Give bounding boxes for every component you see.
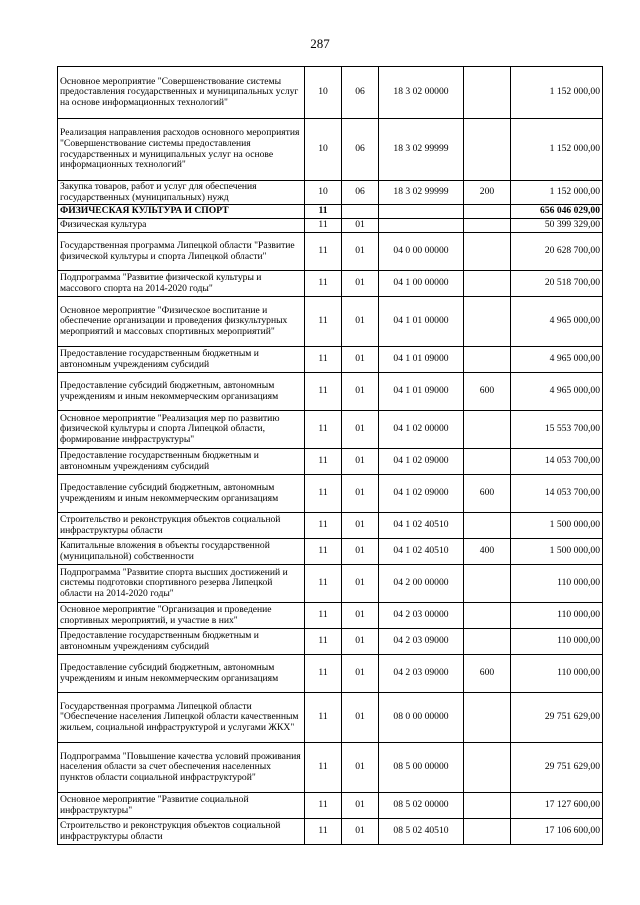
row-code-cell: 04 2 03 00000 xyxy=(379,603,464,629)
row-code-cell: 04 1 02 09000 xyxy=(379,449,464,475)
row-name-cell: Реализация направления расходов основного мероприятия "Совершенствование системы предоставления государственных и муниципальных услуг на основе информационных технологий" xyxy=(58,119,305,181)
row-amount-cell: 14 053 700,00 xyxy=(511,475,603,513)
row-name-cell: Предоставление государственным бюджетным и автономным учреждениям субсидий xyxy=(58,629,305,655)
row-name-cell: Основное мероприятие "Развитие социальной инфраструктуры" xyxy=(58,793,305,819)
row-name-cell: Основное мероприятие "Реализация мер по развитию физической культуры и спорта Липецкой области, формирование инфраструктуры" xyxy=(58,411,305,449)
row-code-cell: 04 1 01 09000 xyxy=(379,347,464,373)
row-amount-cell: 29 751 629,00 xyxy=(511,743,603,793)
table-row xyxy=(58,565,603,603)
row-amount-cell: 4 965 000,00 xyxy=(511,373,603,411)
row-code-cell xyxy=(379,219,464,233)
row-amount-cell: 50 399 329,00 xyxy=(511,219,603,233)
row-amount-cell: 15 553 700,00 xyxy=(511,411,603,449)
row-section-cell: 11 xyxy=(305,449,342,475)
row-section-cell: 11 xyxy=(305,603,342,629)
row-subsection-cell: 01 xyxy=(342,655,379,693)
table-row xyxy=(58,347,603,373)
row-amount-cell: 1 152 000,00 xyxy=(511,181,603,205)
row-code-cell: 04 1 00 00000 xyxy=(379,271,464,297)
row-subsection-cell: 06 xyxy=(342,67,379,119)
table-row xyxy=(58,449,603,475)
row-name-cell: Закупка товаров, работ и услуг для обеспечения государственных (муниципальных) нужд xyxy=(58,181,305,205)
row-name-cell: Строительство и реконструкция объектов социальной инфраструктуры области xyxy=(58,513,305,539)
row-subsection-cell: 01 xyxy=(342,539,379,565)
row-subsection-cell: 01 xyxy=(342,297,379,347)
row-code-cell xyxy=(379,205,464,219)
row-section-cell: 11 xyxy=(305,347,342,373)
row-subsection-cell: 01 xyxy=(342,373,379,411)
table-row xyxy=(58,539,603,565)
row-name-cell: Подпрограмма "Развитие физической культуры и массового спорта на 2014-2020 годы" xyxy=(58,271,305,297)
row-expense-type-cell: 600 xyxy=(464,475,511,513)
row-expense-type-cell xyxy=(464,449,511,475)
row-section-cell: 11 xyxy=(305,219,342,233)
row-expense-type-cell xyxy=(464,119,511,181)
row-subsection-cell: 01 xyxy=(342,271,379,297)
table-row xyxy=(58,513,603,539)
page-number: 287 xyxy=(310,36,330,51)
row-subsection-cell: 01 xyxy=(342,219,379,233)
row-amount-cell: 1 500 000,00 xyxy=(511,539,603,565)
table-row xyxy=(58,793,603,819)
row-amount-cell: 110 000,00 xyxy=(511,629,603,655)
row-name-cell: Подпрограмма "Повышение качества условий проживания населения области за счет обеспечения населенных пунктов области социальной инфраструктурой" xyxy=(58,743,305,793)
row-expense-type-cell: 600 xyxy=(464,655,511,693)
row-expense-type-cell xyxy=(464,819,511,845)
row-section-cell: 11 xyxy=(305,693,342,743)
row-expense-type-cell xyxy=(464,743,511,793)
row-code-cell: 04 2 03 09000 xyxy=(379,629,464,655)
row-code-cell: 08 5 00 00000 xyxy=(379,743,464,793)
row-code-cell: 04 2 03 09000 xyxy=(379,655,464,693)
row-code-cell: 04 1 02 40510 xyxy=(379,513,464,539)
row-section-cell: 11 xyxy=(305,373,342,411)
row-subsection-cell xyxy=(342,205,379,219)
row-name-cell: Предоставление субсидий бюджетным, автономным учреждениям и иным некоммерческим организациям xyxy=(58,373,305,411)
row-expense-type-cell xyxy=(464,233,511,271)
row-subsection-cell: 01 xyxy=(342,513,379,539)
table-row xyxy=(58,297,603,347)
row-code-cell: 04 2 00 00000 xyxy=(379,565,464,603)
row-section-cell: 11 xyxy=(305,271,342,297)
row-section-cell: 11 xyxy=(305,411,342,449)
row-amount-cell: 1 152 000,00 xyxy=(511,119,603,181)
row-amount-cell: 20 518 700,00 xyxy=(511,271,603,297)
row-name-cell: Подпрограмма "Развитие спорта высших достижений и системы подготовки спортивного резерва Липецкой области на 2014-2020 годы" xyxy=(58,565,305,603)
row-section-cell: 11 xyxy=(305,233,342,271)
row-amount-cell: 1 152 000,00 xyxy=(511,67,603,119)
row-section-cell: 11 xyxy=(305,297,342,347)
row-expense-type-cell xyxy=(464,205,511,219)
row-expense-type-cell xyxy=(464,629,511,655)
row-code-cell: 08 5 02 00000 xyxy=(379,793,464,819)
budget-table-body xyxy=(58,67,603,845)
row-code-cell: 18 3 02 99999 xyxy=(379,119,464,181)
row-code-cell: 04 0 00 00000 xyxy=(379,233,464,271)
row-expense-type-cell xyxy=(464,347,511,373)
table-row xyxy=(58,271,603,297)
row-subsection-cell: 01 xyxy=(342,629,379,655)
row-amount-cell: 110 000,00 xyxy=(511,655,603,693)
row-code-cell: 18 3 02 99999 xyxy=(379,181,464,205)
row-amount-cell: 4 965 000,00 xyxy=(511,347,603,373)
row-subsection-cell: 01 xyxy=(342,693,379,743)
row-amount-cell: 1 500 000,00 xyxy=(511,513,603,539)
row-expense-type-cell: 600 xyxy=(464,373,511,411)
table-row xyxy=(58,629,603,655)
row-section-cell: 10 xyxy=(305,181,342,205)
row-expense-type-cell xyxy=(464,513,511,539)
row-name-cell: Государственная программа Липецкой области "Развитие физической культуры и спорта Липецкой области" xyxy=(58,233,305,271)
row-subsection-cell: 01 xyxy=(342,603,379,629)
row-amount-cell: 110 000,00 xyxy=(511,603,603,629)
row-expense-type-cell xyxy=(464,411,511,449)
row-amount-cell: 110 000,00 xyxy=(511,565,603,603)
row-section-cell: 10 xyxy=(305,119,342,181)
row-expense-type-cell xyxy=(464,297,511,347)
row-section-cell: 11 xyxy=(305,655,342,693)
table-row xyxy=(58,693,603,743)
row-section-cell: 11 xyxy=(305,565,342,603)
row-amount-cell: 29 751 629,00 xyxy=(511,693,603,743)
row-subsection-cell: 06 xyxy=(342,181,379,205)
row-expense-type-cell xyxy=(464,603,511,629)
row-subsection-cell: 01 xyxy=(342,743,379,793)
table-row xyxy=(58,219,603,233)
row-expense-type-cell: 200 xyxy=(464,181,511,205)
row-section-cell: 11 xyxy=(305,539,342,565)
row-amount-cell: 656 046 029,00 xyxy=(511,205,603,219)
budget-table xyxy=(57,66,603,845)
row-code-cell: 04 1 02 09000 xyxy=(379,475,464,513)
row-section-cell: 11 xyxy=(305,743,342,793)
row-name-cell: Физическая культура xyxy=(58,219,305,233)
row-expense-type-cell xyxy=(464,693,511,743)
row-code-cell: 18 3 02 00000 xyxy=(379,67,464,119)
table-row xyxy=(58,655,603,693)
row-code-cell: 04 1 02 40510 xyxy=(379,539,464,565)
row-subsection-cell: 01 xyxy=(342,449,379,475)
row-subsection-cell: 01 xyxy=(342,819,379,845)
row-name-cell: Предоставление государственным бюджетным и автономным учреждениям субсидий xyxy=(58,449,305,475)
row-section-cell: 11 xyxy=(305,513,342,539)
row-section-cell: 11 xyxy=(305,819,342,845)
row-expense-type-cell xyxy=(464,271,511,297)
row-section-cell: 10 xyxy=(305,67,342,119)
table-row xyxy=(58,743,603,793)
table-row xyxy=(58,233,603,271)
row-expense-type-cell: 400 xyxy=(464,539,511,565)
row-name-cell: Предоставление субсидий бюджетным, автономным учреждениям и иным некоммерческим организациям xyxy=(58,655,305,693)
table-row xyxy=(58,373,603,411)
row-expense-type-cell xyxy=(464,565,511,603)
row-code-cell: 08 5 02 40510 xyxy=(379,819,464,845)
row-expense-type-cell xyxy=(464,793,511,819)
row-section-cell: 11 xyxy=(305,629,342,655)
row-expense-type-cell xyxy=(464,67,511,119)
row-amount-cell: 4 965 000,00 xyxy=(511,297,603,347)
row-name-cell: Предоставление субсидий бюджетным, автономным учреждениям и иным некоммерческим организациям xyxy=(58,475,305,513)
row-subsection-cell: 01 xyxy=(342,411,379,449)
row-name-cell: Основное мероприятие "Совершенствование системы предоставления государственных и муниципальных услуг на основе информационных технологий" xyxy=(58,67,305,119)
row-section-cell: 11 xyxy=(305,205,342,219)
row-subsection-cell: 01 xyxy=(342,793,379,819)
table-row xyxy=(58,819,603,845)
table-row xyxy=(58,181,603,205)
row-name-cell: ФИЗИЧЕСКАЯ КУЛЬТУРА И СПОРТ xyxy=(58,205,305,219)
row-name-cell: Строительство и реконструкция объектов социальной инфраструктуры области xyxy=(58,819,305,845)
table-row xyxy=(58,119,603,181)
row-name-cell: Основное мероприятие "Физическое воспитание и обеспечение организации и проведения физкультурных мероприятий и массовых спортивных мероприятий" xyxy=(58,297,305,347)
row-amount-cell: 17 127 600,00 xyxy=(511,793,603,819)
row-code-cell: 04 1 02 00000 xyxy=(379,411,464,449)
table-row xyxy=(58,475,603,513)
row-name-cell: Капитальные вложения в объекты государственной (муниципальной) собственности xyxy=(58,539,305,565)
row-subsection-cell: 01 xyxy=(342,233,379,271)
row-name-cell: Основное мероприятие "Организация и проведение спортивных мероприятий, и участие в них" xyxy=(58,603,305,629)
table-row xyxy=(58,67,603,119)
row-name-cell: Государственная программа Липецкой области "Обеспечение населения Липецкой области качественным жильем, социальной инфраструктурой и услугами ЖКХ" xyxy=(58,693,305,743)
row-section-cell: 11 xyxy=(305,793,342,819)
row-subsection-cell: 01 xyxy=(342,347,379,373)
row-section-cell: 11 xyxy=(305,475,342,513)
table-row xyxy=(58,205,603,219)
row-expense-type-cell xyxy=(464,219,511,233)
row-subsection-cell: 01 xyxy=(342,565,379,603)
row-code-cell: 04 1 01 09000 xyxy=(379,373,464,411)
table-row xyxy=(58,603,603,629)
row-amount-cell: 14 053 700,00 xyxy=(511,449,603,475)
row-amount-cell: 17 106 600,00 xyxy=(511,819,603,845)
row-code-cell: 04 1 01 00000 xyxy=(379,297,464,347)
row-subsection-cell: 06 xyxy=(342,119,379,181)
row-name-cell: Предоставление государственным бюджетным и автономным учреждениям субсидий xyxy=(58,347,305,373)
table-row xyxy=(58,411,603,449)
row-subsection-cell: 01 xyxy=(342,475,379,513)
row-code-cell: 08 0 00 00000 xyxy=(379,693,464,743)
row-amount-cell: 20 628 700,00 xyxy=(511,233,603,271)
